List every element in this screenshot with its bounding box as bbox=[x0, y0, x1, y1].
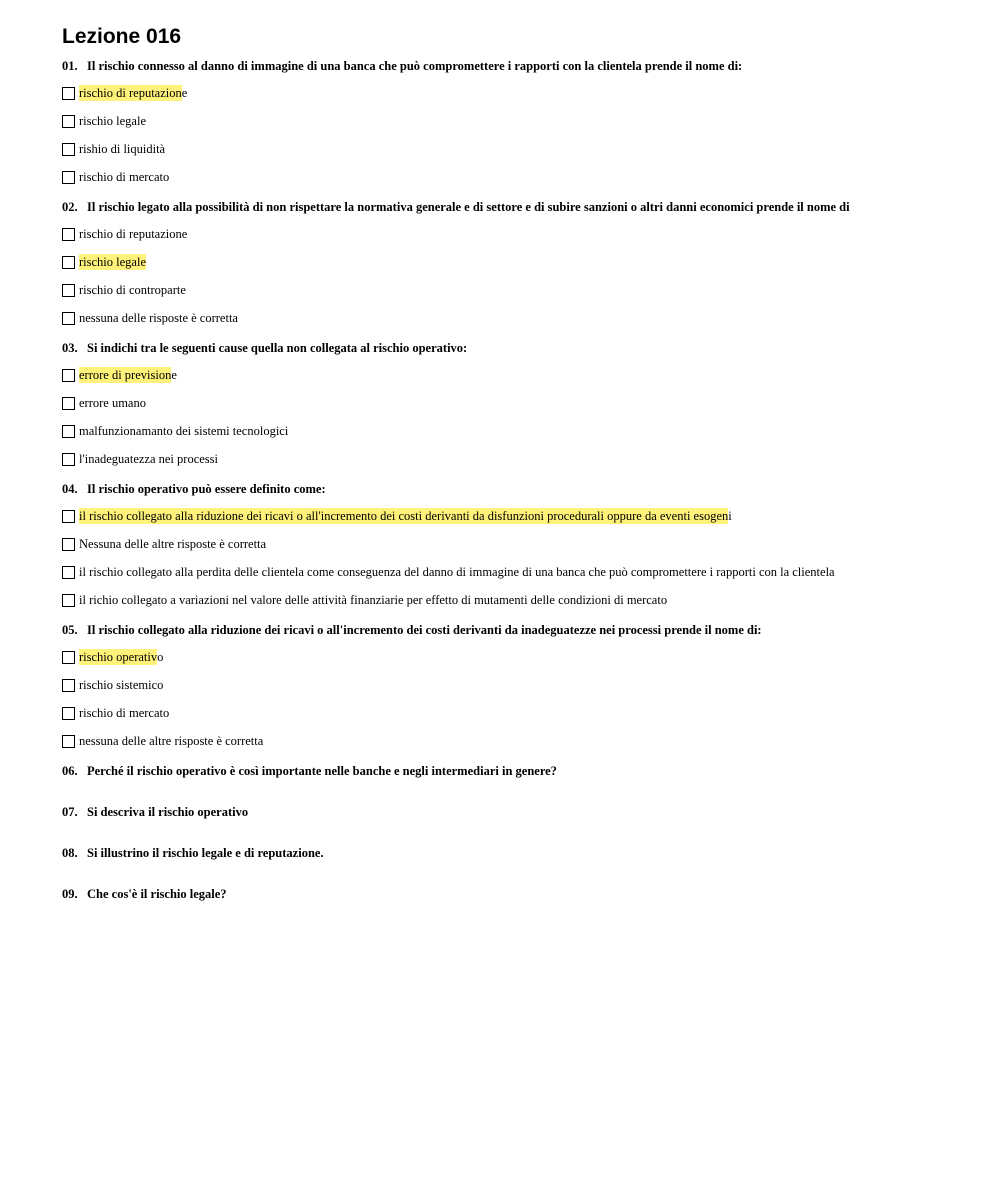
answer-option[interactable] bbox=[62, 508, 982, 524]
question-text bbox=[62, 340, 982, 356]
question-05 bbox=[62, 622, 982, 749]
answer-option[interactable] bbox=[62, 423, 982, 439]
question-text bbox=[62, 481, 982, 497]
answer-text: il richio collegato a variazioni nel valore delle attività finanziarie per effetto di mutamenti delle condizioni di mercato bbox=[79, 593, 668, 607]
question-label: Il rischio connesso al danno di immagine di una banca che può compromettere i rapporti con la clientela prende il nome di: bbox=[87, 59, 743, 73]
question-03 bbox=[62, 340, 982, 467]
answer-text: e bbox=[171, 368, 177, 382]
answer-option[interactable] bbox=[62, 395, 982, 411]
answer-text: rischio di mercato bbox=[79, 706, 170, 720]
highlighted-answer-text: il rischio collegato alla riduzione dei ricavi o all'incremento dei costi derivanti da disfunzioni procedurali oppure da eventi esogen bbox=[79, 509, 729, 523]
question-label: Si illustrino il rischio legale e di reputazione. bbox=[87, 846, 324, 860]
answer-option[interactable] bbox=[62, 536, 982, 552]
highlighted-answer-text: rischio legale bbox=[79, 255, 146, 269]
checkbox-icon[interactable] bbox=[62, 707, 75, 720]
question-label: Si descriva il rischio operativo bbox=[87, 805, 249, 819]
question-08 bbox=[62, 845, 982, 861]
answer-option[interactable] bbox=[62, 226, 982, 242]
question-number: 02. bbox=[62, 200, 78, 214]
answer-option[interactable] bbox=[62, 733, 982, 749]
checkbox-icon[interactable] bbox=[62, 87, 75, 100]
checkbox-icon[interactable] bbox=[62, 651, 75, 664]
question-text bbox=[62, 845, 982, 861]
answer-text: rischio legale bbox=[79, 114, 146, 128]
answer-option[interactable] bbox=[62, 254, 982, 270]
checkbox-icon[interactable] bbox=[62, 453, 75, 466]
question-02 bbox=[62, 199, 982, 326]
answer-text: errore umano bbox=[79, 396, 146, 410]
answer-text: rischio di reputazione bbox=[79, 227, 188, 241]
checkbox-icon[interactable] bbox=[62, 679, 75, 692]
question-number: 06. bbox=[62, 764, 78, 778]
answer-text: rischio di mercato bbox=[79, 170, 170, 184]
answer-option[interactable] bbox=[62, 677, 982, 693]
answer-option[interactable] bbox=[62, 85, 982, 101]
question-label: Il rischio operativo può essere definito come: bbox=[87, 482, 326, 496]
question-number: 05. bbox=[62, 623, 78, 637]
question-label: Il rischio collegato alla riduzione dei ricavi o all'incremento dei costi derivanti da inadeguatezze nei processi prende il nome di: bbox=[87, 623, 762, 637]
question-text bbox=[62, 199, 982, 215]
answer-text: i bbox=[728, 509, 732, 523]
checkbox-icon[interactable] bbox=[62, 425, 75, 438]
answer-text: o bbox=[157, 650, 164, 664]
answer-option[interactable] bbox=[62, 451, 982, 467]
checkbox-icon[interactable] bbox=[62, 566, 75, 579]
question-09 bbox=[62, 886, 982, 902]
question-number: 08. bbox=[62, 846, 78, 860]
answer-text: l'inadeguatezza nei processi bbox=[79, 452, 218, 466]
page-title: Lezione 016 bbox=[62, 25, 182, 48]
question-label: Il rischio legato alla possibilità di non rispettare la normativa generale e di settore e di subire sanzioni o altri danni economici prende il nome di bbox=[87, 200, 850, 214]
answer-option[interactable] bbox=[62, 141, 982, 157]
answer-option[interactable] bbox=[62, 310, 982, 326]
answer-option[interactable] bbox=[62, 564, 982, 580]
question-text bbox=[62, 886, 982, 902]
checkbox-icon[interactable] bbox=[62, 115, 75, 128]
checkbox-icon[interactable] bbox=[62, 171, 75, 184]
answer-option[interactable] bbox=[62, 592, 982, 608]
question-number: 04. bbox=[62, 482, 78, 496]
question-04 bbox=[62, 481, 982, 608]
highlighted-answer-text: errore di prevision bbox=[79, 368, 172, 382]
question-number: 03. bbox=[62, 341, 78, 355]
answer-option[interactable] bbox=[62, 705, 982, 721]
checkbox-icon[interactable] bbox=[62, 284, 75, 297]
answer-text: il rischio collegato alla perdita delle clientela come conseguenza del danno di immagine di una banca che può compromettere i rapporti con la clientela bbox=[79, 565, 835, 579]
question-text bbox=[62, 622, 982, 638]
answer-text: Nessuna delle altre risposte è corretta bbox=[79, 537, 267, 551]
checkbox-icon[interactable] bbox=[62, 594, 75, 607]
checkbox-icon[interactable] bbox=[62, 143, 75, 156]
answer-text: rischio sistemico bbox=[79, 678, 164, 692]
checkbox-icon[interactable] bbox=[62, 312, 75, 325]
question-06 bbox=[62, 763, 982, 779]
answer-text: rischio di controparte bbox=[79, 283, 186, 297]
question-number: 01. bbox=[62, 59, 78, 73]
question-number: 09. bbox=[62, 887, 78, 901]
document-page bbox=[62, 24, 982, 927]
answer-option[interactable] bbox=[62, 649, 982, 665]
answer-text: e bbox=[181, 86, 188, 100]
answer-text: nessuna delle risposte è corretta bbox=[79, 311, 238, 325]
highlighted-answer-text: rischio operativ bbox=[79, 650, 158, 664]
answer-option[interactable] bbox=[62, 282, 982, 298]
checkbox-icon[interactable] bbox=[62, 228, 75, 241]
answer-option[interactable] bbox=[62, 367, 982, 383]
question-07 bbox=[62, 804, 982, 820]
checkbox-icon[interactable] bbox=[62, 510, 75, 523]
checkbox-icon[interactable] bbox=[62, 397, 75, 410]
answer-option[interactable] bbox=[62, 169, 982, 185]
answer-text: nessuna delle altre risposte è corretta bbox=[79, 734, 264, 748]
question-label: Perché il rischio operativo è così importante nelle banche e negli intermediari in genere? bbox=[87, 764, 557, 778]
question-number: 07. bbox=[62, 805, 78, 819]
checkbox-icon[interactable] bbox=[62, 735, 75, 748]
question-text bbox=[62, 804, 982, 820]
answer-text: malfunzionamanto dei sistemi tecnologici bbox=[79, 424, 289, 438]
question-label: Si indichi tra le seguenti cause quella non collegata al rischio operativo: bbox=[87, 341, 468, 355]
checkbox-icon[interactable] bbox=[62, 369, 75, 382]
question-label: Che cos'è il rischio legale? bbox=[87, 887, 227, 901]
highlighted-answer-text: rischio di reputazion bbox=[79, 86, 182, 100]
question-text bbox=[62, 763, 982, 779]
answer-text: rishio di liquidità bbox=[79, 142, 166, 156]
checkbox-icon[interactable] bbox=[62, 256, 75, 269]
question-text bbox=[62, 58, 982, 74]
question-01 bbox=[62, 58, 982, 185]
answer-option[interactable] bbox=[62, 113, 982, 129]
checkbox-icon[interactable] bbox=[62, 538, 75, 551]
